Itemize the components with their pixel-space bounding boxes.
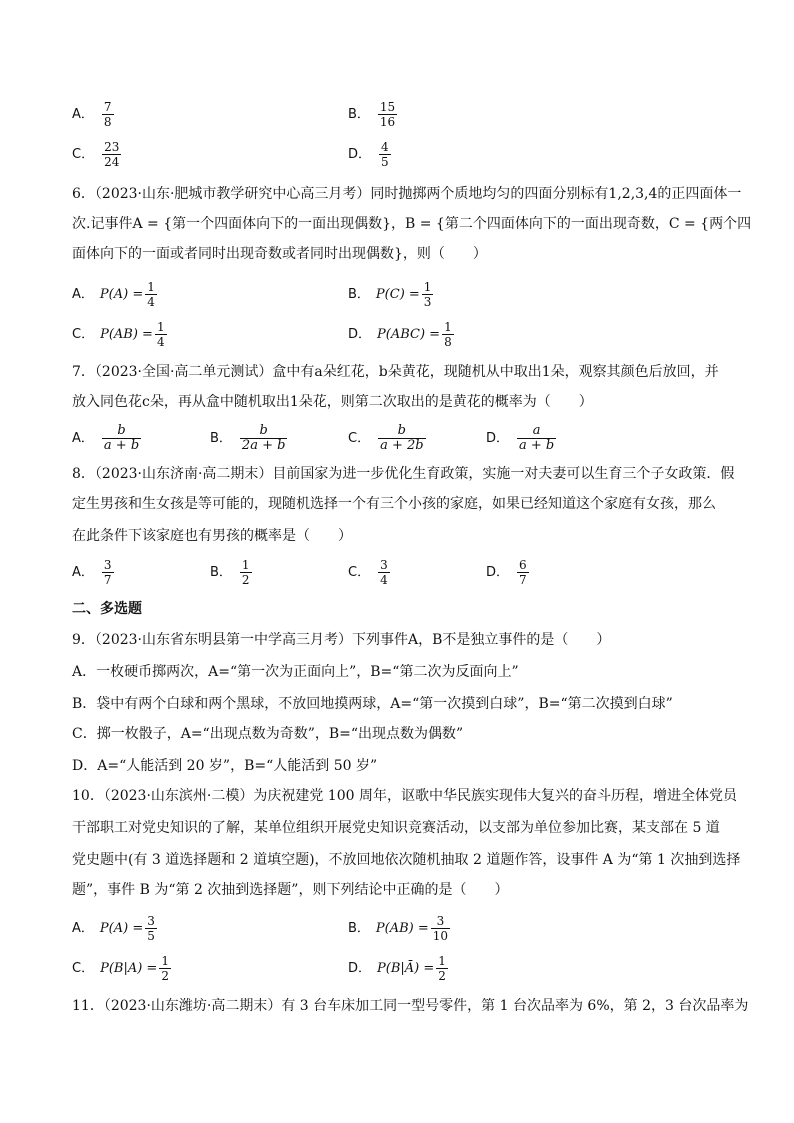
q10-stem-line: 党史题中(有 3 道选择题和 2 道填空题)，不放回地依次随机抽取 2 道题作答，设事件 A 为“第 1 次抽到选择 — [72, 852, 741, 868]
q9-stem-line: 9．（2023·山东省东明县第一中学高三月考）下列事件A，B不是独立事件的是（ ） — [72, 632, 611, 648]
q9-option-d[interactable]: D．A=“人能活到 20 岁”，B=“人能活到 50 岁” — [72, 758, 378, 774]
fraction: $\frac{4}{5}$ — [381, 140, 389, 169]
option-label: A． — [72, 920, 94, 936]
option-label: B． — [348, 920, 370, 936]
q6-stem-line: 次.记事件A = {第一个四面体向下的一面出现偶数}，B = {第二个四面体向下的一面出现奇数，C = {两个四 — [72, 216, 752, 232]
q5-option-c[interactable] — [72, 140, 123, 169]
q7-option-a[interactable] — [72, 424, 143, 453]
fraction: $\frac{a}{a + b}$ — [519, 423, 555, 453]
fraction: $\frac{b}{a + b}$ — [103, 423, 140, 453]
fraction: $\frac{b}{a + 2b}$ — [380, 423, 424, 453]
option-label: A． — [72, 430, 94, 446]
q8-stem-line: 8．（2023·山东济南·高二期末）目前国家为进一步优化生育政策，实施一对夫妻可以生育三个子女政策．假 — [72, 466, 735, 482]
q5-option-a[interactable] — [72, 100, 116, 129]
option-label: D． — [486, 564, 510, 580]
probability-expression: P(A) = — [99, 920, 144, 936]
option-label: C． — [348, 430, 371, 446]
q8-stem-line: 在此条件下该家庭也有男孩的概率是（ ） — [72, 528, 352, 544]
fraction: $\frac{3}{5}$ — [147, 914, 155, 943]
probability-expression: P(B|Ā) = — [377, 960, 435, 976]
fraction: $\frac{1}{4}$ — [156, 320, 165, 349]
q10-option-c[interactable] — [72, 954, 173, 983]
fraction: $\frac{3}{10}$ — [432, 914, 449, 943]
option-label: C． — [72, 960, 95, 976]
q8-option-a[interactable] — [72, 558, 116, 587]
probability-expression: P(C) = — [375, 286, 420, 302]
fraction: $\frac{23}{24}$ — [104, 140, 120, 169]
option-label: B． — [210, 564, 232, 580]
q9-option-a[interactable]: A．一枚硬币掷两次，A=“第一次为正面向上”，B=“第二次为反面向上” — [72, 664, 519, 680]
q10-stem-line: 10．（2023·山东滨州·二模）为庆祝建党 100 周年，讴歌中华民族实现伟大复兴的奋斗历程，增进全体党员 — [72, 788, 737, 804]
fraction: $\frac{3}{7}$ — [103, 558, 112, 587]
fraction: $\frac{15}{16}$ — [379, 100, 396, 129]
fraction: $\frac{1}{2}$ — [438, 954, 446, 983]
q7-option-c[interactable] — [348, 424, 428, 453]
probability-expression: P(A) = — [99, 286, 144, 302]
q10-option-a[interactable] — [72, 914, 159, 943]
fraction: $\frac{3}{4}$ — [380, 558, 388, 587]
option-label: C． — [72, 146, 95, 162]
q10-option-d[interactable] — [348, 954, 450, 983]
fraction: $\frac{1}{8}$ — [444, 320, 452, 349]
q8-option-d[interactable] — [486, 558, 531, 587]
q9-option-c[interactable]: C．掷一枚骰子，A=“出现点数为奇数”，B=“出现点数为偶数” — [72, 726, 464, 742]
q10-option-b[interactable] — [348, 914, 452, 943]
fraction: $\frac{1}{2}$ — [241, 558, 250, 587]
q8-option-c[interactable] — [348, 558, 392, 587]
fraction: $\frac{b}{2a + b}$ — [241, 423, 286, 453]
probability-expression: P(ABC) = — [377, 326, 441, 342]
option-label: B． — [348, 286, 370, 302]
q10-stem-line: 干部职工对党史知识的了解，某单位组织开展党史知识竞赛活动，以支部为单位参加比赛，某支部在 5 道 — [72, 820, 720, 836]
q9-option-b[interactable]: B．袋中有两个白球和两个黑球，不放回地摸两球，A=“第一次摸到白球”，B=“第二次摸到白球” — [72, 696, 673, 712]
q6-option-a[interactable] — [72, 280, 159, 309]
q7-option-b[interactable] — [210, 424, 289, 453]
fraction: $\frac{7}{8}$ — [103, 100, 112, 129]
probability-expression: P(AB) = — [100, 326, 153, 342]
option-label: A． — [72, 286, 94, 302]
q6-option-b[interactable] — [348, 280, 435, 309]
option-label: D． — [348, 326, 372, 342]
option-label: C． — [72, 326, 95, 342]
fraction: $\frac{1}{2}$ — [161, 954, 169, 983]
option-label: A． — [72, 564, 94, 580]
option-label: A． — [72, 106, 94, 122]
q8-stem-line: 定生男孩和生女孩是等可能的，现随机选择一个有三个小孩的家庭，如果已经知道这个家庭有女孩，那么 — [72, 496, 716, 512]
fraction: $\frac{1}{4}$ — [147, 280, 155, 309]
option-label: D． — [348, 146, 372, 162]
probability-expression: P(B|A) = — [100, 960, 158, 976]
q7-stem-line: 放入同色花c朵，再从盒中随机取出1朵花，则第二次取出的是黄花的概率为（ ） — [72, 394, 593, 410]
q6-stem-line: 面体向下的一面或者同时出现奇数或者同时出现偶数}，则（ ） — [72, 246, 487, 262]
q8-option-b[interactable] — [210, 558, 254, 587]
fraction: $\frac{1}{3}$ — [423, 280, 432, 309]
fraction: $\frac{6}{7}$ — [519, 558, 527, 587]
section-heading: 二、多选题 — [72, 601, 142, 617]
q6-option-d[interactable] — [348, 320, 456, 349]
q7-option-d[interactable] — [486, 424, 558, 453]
option-label: B． — [348, 106, 370, 122]
q7-stem-line: 7．（2023·全国·高二单元测试）盒中有a朵红花，b朵黄花，现随机从中取出1朵，观察其颜色后放回，并 — [72, 364, 719, 380]
option-label: B． — [210, 430, 232, 446]
option-label: D． — [486, 430, 510, 446]
q5-option-b[interactable] — [348, 100, 399, 129]
q6-stem-line: 6．（2023·山东·肥城市教学研究中心高三月考）同时抛掷两个质地均匀的四面分别标有1,2,3,4的正四面体一 — [72, 186, 742, 202]
option-label: D． — [348, 960, 372, 976]
option-label: C． — [348, 564, 371, 580]
q6-option-c[interactable] — [72, 320, 169, 349]
q11-stem-line: 11．（2023·山东潍坊·高二期末）有 3 台车床加工同一型号零件，第 1 台次品率为 6%，第 2，3 台次品率为 — [72, 998, 749, 1014]
q10-stem-line: 题”，事件 B 为“第 2 次抽到选择题”，则下列结论中正确的是（ ） — [72, 882, 509, 898]
q5-option-d[interactable] — [348, 140, 393, 169]
probability-expression: P(AB) = — [375, 920, 429, 936]
